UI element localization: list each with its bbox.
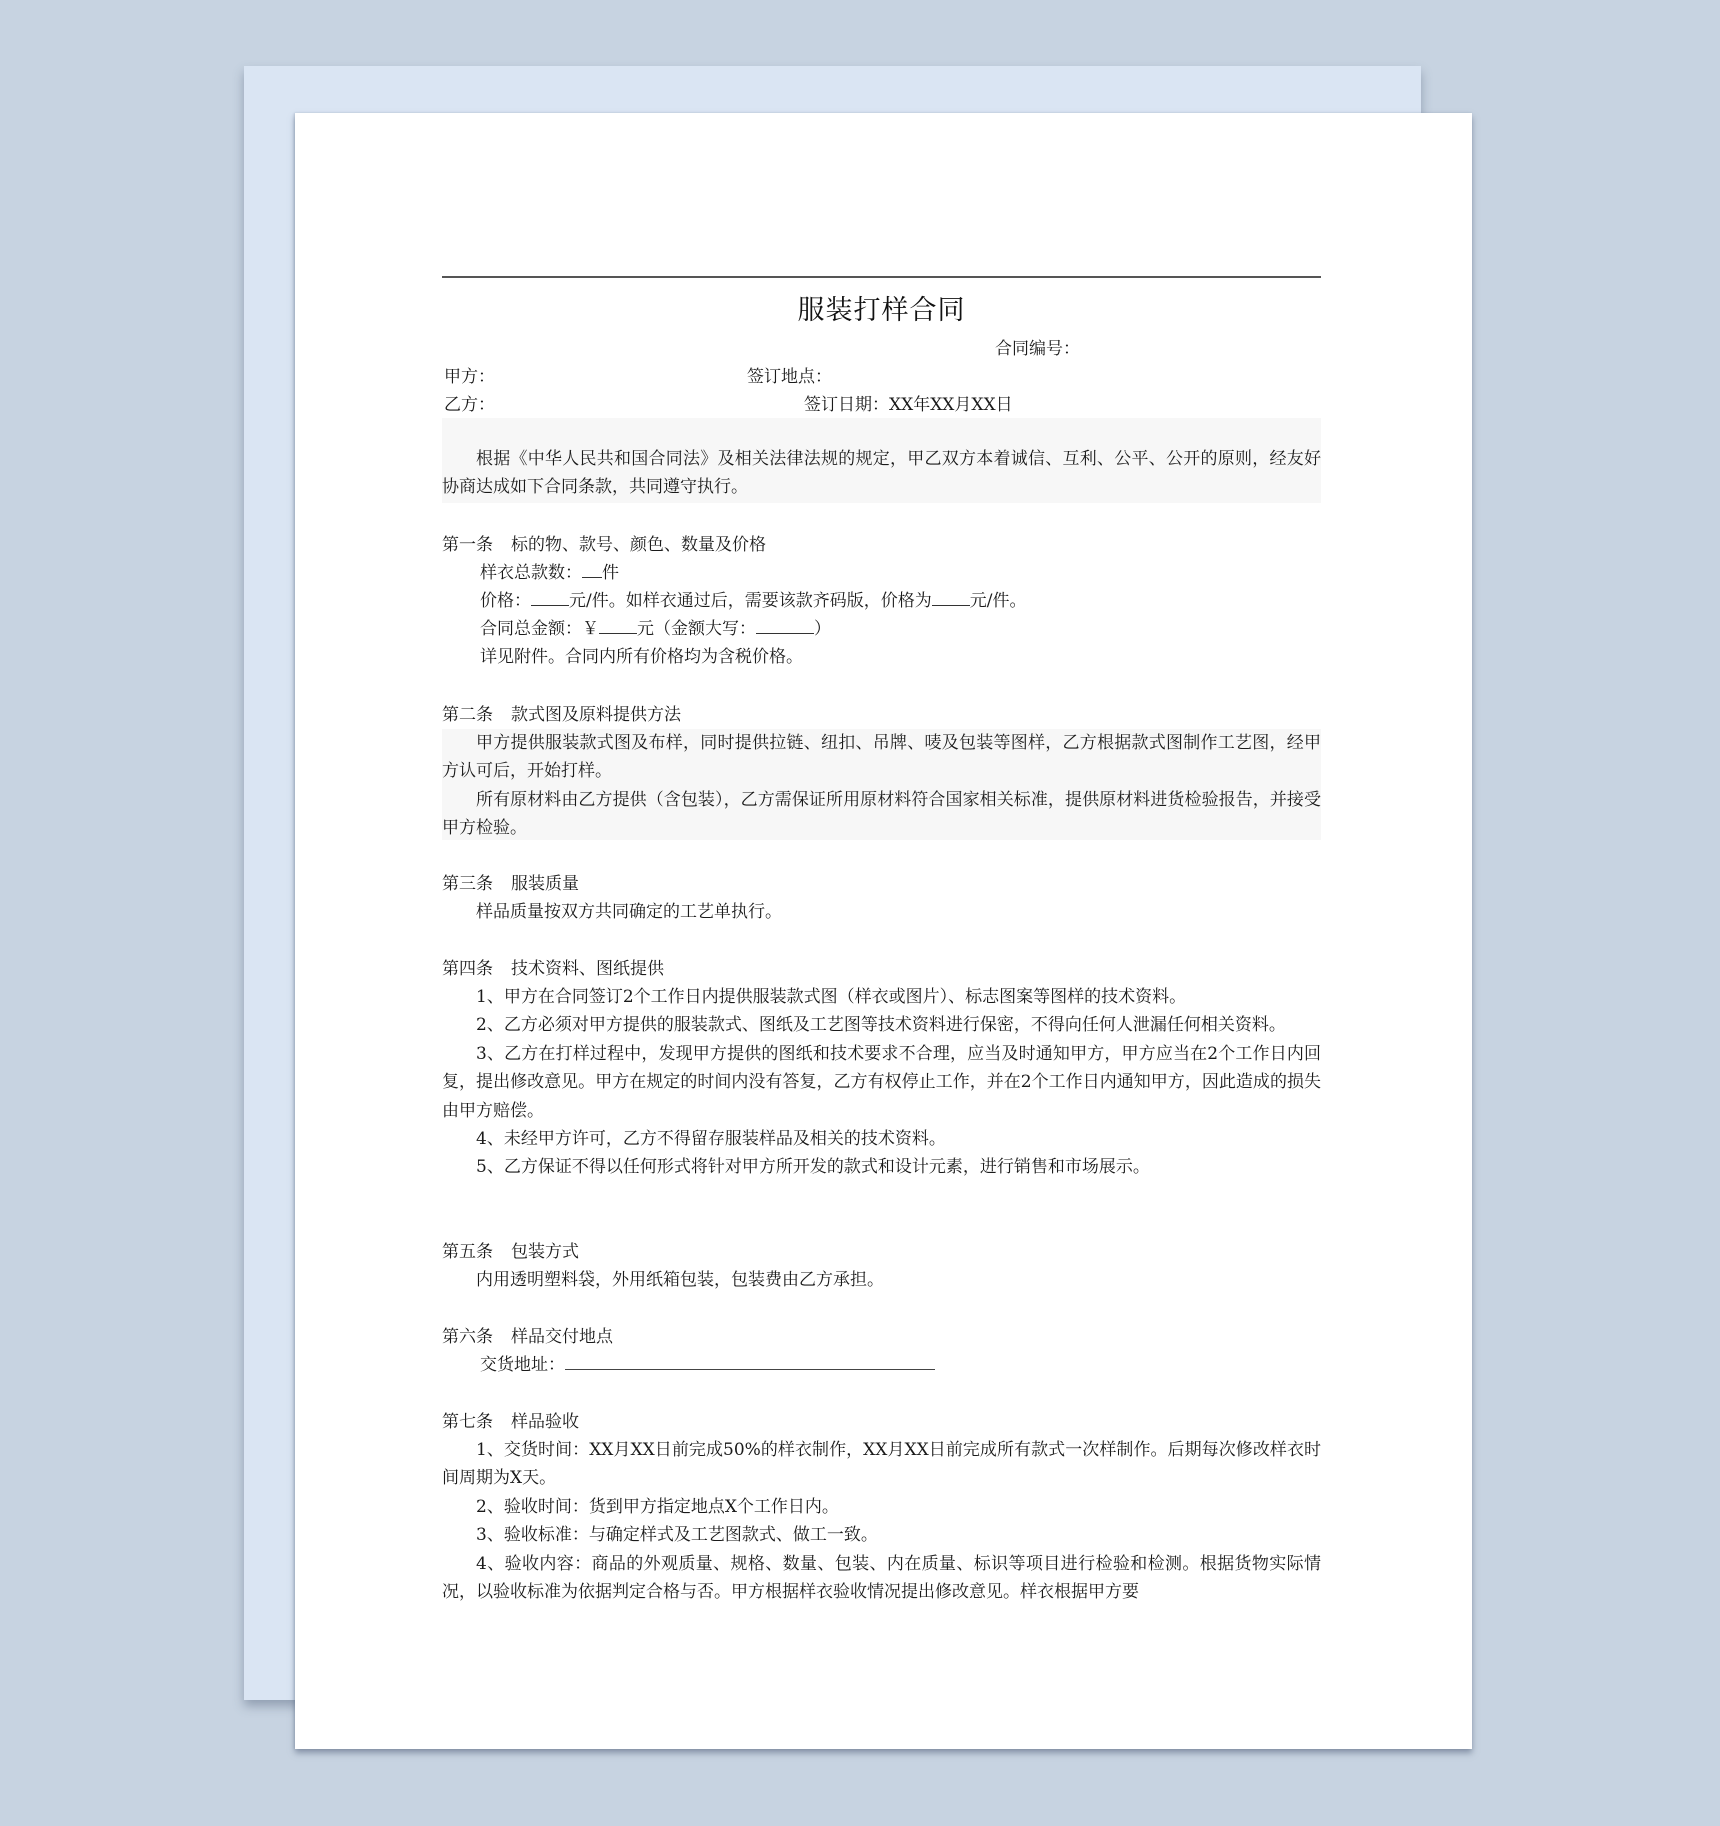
- party-a-label: 甲方：: [444, 367, 495, 387]
- article-4-heading: 第四条 技术资料、图纸提供: [442, 959, 664, 979]
- clause: 2、验收时间：货到甲方指定地点X个工作日内。: [476, 1496, 839, 1517]
- paragraph: 甲方提供服装款式图及布样，同时提供拉链、纽扣、吊牌、唛及包装等图样，乙方根据款式图制作工艺图，经甲方认可后，开始打样。: [442, 733, 1321, 782]
- paragraph: 所有原材料由乙方提供（含包装），乙方需保证所用原材料符合国家相关标准，提供原材料进货检验报告，并接受甲方检验。: [442, 789, 1321, 839]
- clause: 5、乙方保证不得以任何形式将针对甲方所开发的款式和设计元素，进行销售和市场展示。: [476, 1157, 1150, 1178]
- article-2-heading: 第二条 款式图及原料提供方法: [442, 705, 681, 725]
- clause: 1、交货时间：XX月XX日前完成50%的样衣制作，XX月XX日前完成所有款式一次样制作。后期每次修改样衣时间周期为X天。: [442, 1440, 1321, 1489]
- party-b-label: 乙方：: [444, 395, 495, 415]
- clause: 4、验收内容：商品的外观质量、规格、数量、包装、内在质量、标识等项目进行检验和检测。根据货物实际情况，以验收标准为依据判定合格与否。甲方根据样衣验收情况提出修改意见。样衣根据甲方要: [442, 1553, 1321, 1603]
- article-3-body: 样品质量按双方共同确定的工艺单执行。: [476, 902, 782, 922]
- document-title: 服装打样合同: [797, 295, 966, 326]
- preamble-text: 根据《中华人民共和国合同法》及相关法律法规的规定，甲乙双方本着诚信、互利、公平、公开的原则，经友好协商达成如下合同条款，共同遵守执行。: [442, 449, 1321, 498]
- sign-date-label: 签订日期：XX年XX月XX日: [804, 395, 1013, 415]
- preamble: [442, 445, 1321, 502]
- price-line: 价格： 元/件。如样衣通过后，需要该款齐码版，价格为 元/件。: [480, 587, 1026, 615]
- full-size-price-blank[interactable]: [932, 587, 970, 606]
- delivery-address-line: [480, 1351, 935, 1379]
- total-amount-line: 合同总金额：￥ 元（金额大写： ）: [480, 615, 831, 643]
- clause: 3、验收标准：与确定样式及工艺图款式、做工一致。: [476, 1525, 878, 1546]
- article-2-body: [442, 729, 1321, 843]
- delivery-address-blank[interactable]: [565, 1351, 935, 1370]
- article-number: 第一条: [442, 535, 493, 555]
- amount-words-blank[interactable]: [756, 615, 814, 634]
- total-amount-blank[interactable]: [599, 615, 637, 634]
- unit-price-blank[interactable]: [531, 587, 569, 606]
- clause: 1、甲方在合同签订2个工作日内提供服装款式图（样衣或图片）、标志图案等图样的技术资料。: [476, 987, 1187, 1007]
- article-5-body: 内用透明塑料袋，外用纸箱包装，包装费由乙方承担。: [476, 1270, 884, 1290]
- contract-number-label: 合同编号：: [995, 339, 1080, 359]
- see-attachment-line: 详见附件。合同内所有价格均为含税价格。: [480, 647, 803, 667]
- article-7-body: [442, 1436, 1321, 1606]
- sample-count-line: 样衣总款数： 件: [480, 559, 619, 587]
- article-5-heading: 第五条 包装方式: [442, 1242, 579, 1262]
- delivery-address-label: 交货地址：: [480, 1355, 565, 1375]
- article-7-heading: 第七条 样品验收: [442, 1412, 579, 1432]
- article-6-heading: 第六条 样品交付地点: [442, 1327, 613, 1347]
- clause: 3、乙方在打样过程中，发现甲方提供的图纸和技术要求不合理，应当及时通知甲方，甲方应当在2个工作日内回复，提出修改意见。甲方在规定的时间内没有答复，乙方有权停止工作，并在2个工作日内通知甲方，因此造成的损失由甲方赔偿。: [442, 1043, 1321, 1121]
- article-1-heading: [442, 531, 766, 559]
- clause: 4、未经甲方许可，乙方不得留存服装样品及相关的技术资料。: [476, 1129, 946, 1150]
- sign-place-label: 签订地点：: [747, 367, 832, 387]
- sample-count-blank[interactable]: [582, 559, 602, 578]
- article-3-heading: 第三条 服装质量: [442, 874, 579, 894]
- article-title: 标的物、款号、颜色、数量及价格: [511, 535, 766, 555]
- document-page: [295, 113, 1472, 1749]
- clause: 2、乙方必须对甲方提供的服装款式、图纸及工艺图等技术资料进行保密，不得向任何人泄漏任何相关资料。: [476, 1015, 1286, 1036]
- article-4-body: [442, 983, 1321, 1182]
- header-rule: [442, 276, 1321, 278]
